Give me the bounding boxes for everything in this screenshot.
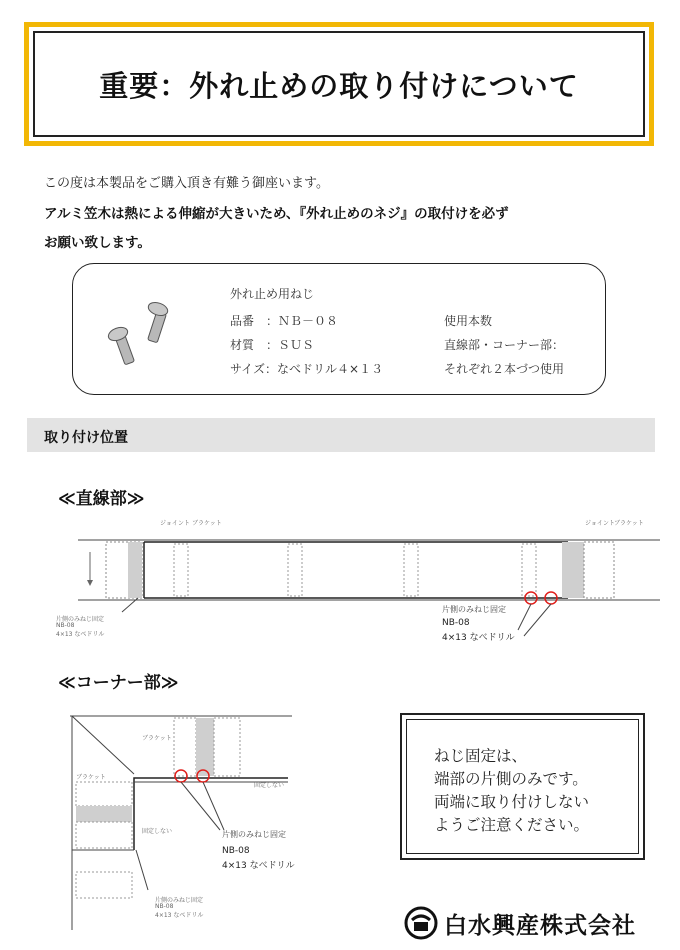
- straight-diagram: [78, 512, 660, 657]
- left-joint-hatch: [106, 542, 142, 598]
- title-banner: [24, 22, 654, 146]
- intro-line-1: この度は本製品をご購入頂き有難う御座います。: [44, 176, 329, 191]
- straight-left-note-3: 4×13 なべドリル: [56, 631, 105, 638]
- straight-label-joint-left: ジョイント: [160, 520, 190, 527]
- note-line-4: ようご注意ください。: [434, 816, 590, 834]
- note-line-2: 端部の片側のみです。: [434, 770, 588, 788]
- corner-fix-note: 片側のみねじ固定: [222, 830, 286, 839]
- spec-size: サイズ：なべドリル４×１３: [230, 362, 384, 376]
- straight-screw-code: NB-08: [442, 618, 470, 628]
- page-title: 重要：外れ止めの取り付けについて: [99, 68, 579, 103]
- straight-label-bracket-left: ブラケット: [192, 520, 222, 527]
- straight-label-bracket-right: ブラケット: [614, 520, 644, 527]
- corner-heading: ≪コーナー部≫: [58, 673, 179, 693]
- corner-label-fixed-right: 固定しない: [254, 782, 285, 789]
- screw-illustration: [104, 298, 194, 370]
- straight-left-note-1: 片側のみねじ固定: [56, 616, 105, 623]
- spec-usage-heading: 使用本数: [444, 314, 493, 328]
- intro-line-2: アルミ笠木は熱による伸縮が大きいため、『外れ止めのネジ』の取付けを必ず: [44, 206, 509, 222]
- right-joint-hatch: [562, 542, 614, 598]
- spec-part-no: 品番 ：ＮＢ－０８: [230, 314, 339, 328]
- corner-label-bracket-left: ブラケット: [76, 774, 106, 781]
- corner-label-bracket-top: ブラケット: [142, 735, 172, 742]
- straight-screw-size: 4×13 なべドリル: [442, 633, 515, 643]
- screw-icon: [107, 300, 170, 365]
- corner-screw-size: 4×13 なべドリル: [222, 861, 295, 871]
- note-line-3: 両端に取り付けしない: [434, 793, 590, 811]
- spec-heading: 外れ止め用ねじ: [230, 287, 315, 301]
- spec-usage-line-1: 直線部・コーナー部：: [444, 338, 565, 352]
- straight-heading: ≪直線部≫: [58, 489, 145, 509]
- section-title: 取り付け位置: [44, 430, 128, 446]
- straight-label-joint-right: ジョイント: [585, 520, 615, 527]
- title-inner-frame: [33, 31, 645, 137]
- intro-line-3: お願い致します。: [44, 235, 151, 251]
- company-name: 白水興産株式会社: [444, 913, 636, 939]
- spec-usage-line-2: それぞれ２本づつ使用: [444, 362, 565, 376]
- corner-label-fixed-left: 固定しない: [142, 828, 173, 835]
- straight-left-note-2: NB-08: [56, 622, 75, 629]
- company-logo-icon: [404, 906, 438, 940]
- corner-bottom-note-2: NB-08: [155, 903, 174, 910]
- note-line-1: ねじ固定は、: [434, 747, 528, 765]
- corner-screw-code: NB-08: [222, 846, 250, 856]
- corner-bottom-note-3: 4×13 なべドリル: [155, 912, 204, 919]
- corner-bottom-note-1: 片側のみねじ固定: [155, 897, 204, 904]
- corner-screw-marker-1: [175, 770, 187, 782]
- straight-fix-note: 片側のみねじ固定: [442, 605, 506, 614]
- spec-material: 材質 ：ＳＵＳ: [230, 338, 315, 352]
